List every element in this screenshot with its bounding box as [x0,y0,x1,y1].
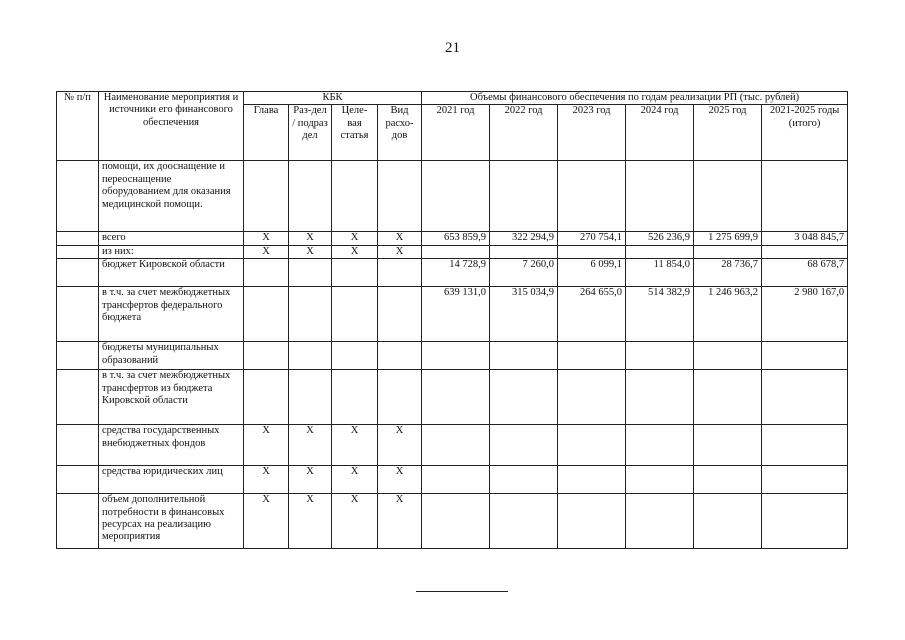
row-value-cell: 14 728,9 [422,259,490,287]
row-value-cell [422,161,490,232]
row-kbk-cell [332,161,378,232]
row-kbk-cell [378,161,422,232]
row-value-cell [626,466,694,494]
row-kbk-cell: X [289,232,332,245]
row-value-cell: 514 382,9 [626,287,694,342]
row-kbk-cell [244,342,289,370]
table-row [57,259,848,287]
row-value-cell [490,245,558,258]
row-value-cell [762,466,848,494]
row-value-cell: 322 294,9 [490,232,558,245]
header-volumes: Объемы финансового обеспечения по годам реализации РП (тыс. рублей) [422,92,848,105]
table-row [57,287,848,342]
row-value-cell [694,245,762,258]
row-kbk-cell: X [289,466,332,494]
page-number: 21 [445,40,460,56]
row-kbk-cell: X [244,494,289,549]
row-value-cell [694,466,762,494]
header-year: 2022 год [490,105,558,161]
row-num-cell [57,259,99,287]
row-value-cell [558,494,626,549]
row-kbk-cell [378,342,422,370]
row-value-cell [694,161,762,232]
row-kbk-cell [244,370,289,425]
row-kbk-cell: X [332,232,378,245]
header-num: № п/п [57,92,99,161]
row-name: объем дополнительной потребности в финансовых ресурсах на реализацию мероприятия [99,494,244,549]
row-value-cell [694,425,762,466]
header-year: 2024 год [626,105,694,161]
row-value-cell [490,425,558,466]
row-value-cell [694,370,762,425]
row-value-cell [694,494,762,549]
row-kbk-cell [289,161,332,232]
row-kbk-cell: X [289,425,332,466]
row-value-cell: 3 048 845,7 [762,232,848,245]
header-year: 2025 год [694,105,762,161]
row-kbk-cell [244,161,289,232]
row-kbk-cell [289,342,332,370]
row-value-cell: 6 099,1 [558,259,626,287]
row-value-cell [558,466,626,494]
row-kbk-cell: X [332,425,378,466]
row-name: в т.ч. за счет межбюджетных трансфертов из бюджета Кировской области [99,370,244,425]
row-name: из них: [99,245,244,258]
row-kbk-cell [378,259,422,287]
row-num-cell [57,245,99,258]
row-value-cell: 2 980 167,0 [762,287,848,342]
row-kbk-cell: X [378,425,422,466]
row-num-cell [57,466,99,494]
header-year: 2021-2025 годы (итого) [762,105,848,161]
header-kbk-col: Глава [244,105,289,161]
row-value-cell [762,425,848,466]
row-value-cell: 11 854,0 [626,259,694,287]
header-kbk-col: Вид расхо-дов [378,105,422,161]
row-kbk-cell [244,287,289,342]
row-value-cell [626,494,694,549]
row-kbk-cell: X [289,245,332,258]
row-value-cell [558,161,626,232]
header-name: Наименование мероприятия и источники его финансового обеспечения [99,92,244,161]
row-kbk-cell: X [378,466,422,494]
table-row [57,370,848,425]
row-value-cell [422,425,490,466]
row-kbk-cell: X [378,245,422,258]
row-name: средства юридических лиц [99,466,244,494]
row-value-cell [762,494,848,549]
row-value-cell [694,342,762,370]
financing-table [56,91,848,549]
row-value-cell [558,342,626,370]
row-value-cell [558,245,626,258]
row-value-cell [558,370,626,425]
row-num-cell [57,287,99,342]
row-value-cell [762,370,848,425]
header-kbk-col: Раз-дел / подраз дел [289,105,332,161]
row-name: бюджет Кировской области [99,259,244,287]
row-value-cell: 1 275 699,9 [694,232,762,245]
row-kbk-cell [332,342,378,370]
row-kbk-cell [332,370,378,425]
row-value-cell: 1 246 963,2 [694,287,762,342]
header-year: 2023 год [558,105,626,161]
row-name: средства государственных внебюджетных фондов [99,425,244,466]
row-value-cell [422,342,490,370]
table-row [57,466,848,494]
row-kbk-cell: X [244,425,289,466]
table-row [57,425,848,466]
footer-rule [416,591,508,592]
row-kbk-cell [378,370,422,425]
row-kbk-cell: X [244,466,289,494]
row-num-cell [57,232,99,245]
row-num-cell [57,342,99,370]
row-value-cell: 68 678,7 [762,259,848,287]
row-kbk-cell [378,287,422,342]
row-name: всего [99,232,244,245]
row-kbk-cell: X [244,245,289,258]
row-value-cell [490,161,558,232]
row-kbk-cell: X [289,494,332,549]
row-name: бюджеты муниципальных образований [99,342,244,370]
row-value-cell: 639 131,0 [422,287,490,342]
row-kbk-cell: X [244,232,289,245]
row-kbk-cell: X [332,245,378,258]
row-value-cell [422,245,490,258]
row-value-cell [490,494,558,549]
row-value-cell: 264 655,0 [558,287,626,342]
row-value-cell [490,342,558,370]
table-row [57,232,848,245]
row-kbk-cell [289,287,332,342]
row-num-cell [57,425,99,466]
row-value-cell [490,370,558,425]
table-row [57,342,848,370]
row-num-cell [57,494,99,549]
row-value-cell: 653 859,9 [422,232,490,245]
row-num-cell [57,161,99,232]
row-value-cell [422,370,490,425]
row-value-cell [558,425,626,466]
row-kbk-cell [289,259,332,287]
header-row-top [57,92,848,105]
row-kbk-cell [332,259,378,287]
row-name: помощи, их дооснащение и переоснащение оборудованием для оказания медицинской помощи. [99,161,244,232]
row-kbk-cell: X [332,466,378,494]
row-kbk-cell [244,259,289,287]
row-value-cell [422,494,490,549]
row-value-cell: 315 034,9 [490,287,558,342]
row-value-cell [762,161,848,232]
table-row [57,494,848,549]
row-value-cell [626,161,694,232]
header-kbk-col: Целе-вая статья [332,105,378,161]
row-name: в т.ч. за счет межбюджетных трансфертов федерального бюджета [99,287,244,342]
row-value-cell: 270 754,1 [558,232,626,245]
row-kbk-cell [289,370,332,425]
row-value-cell: 7 260,0 [490,259,558,287]
row-value-cell [762,342,848,370]
table-row [57,245,848,258]
row-kbk-cell: X [378,232,422,245]
row-value-cell [490,466,558,494]
row-value-cell [422,466,490,494]
row-value-cell: 526 236,9 [626,232,694,245]
row-value-cell [626,370,694,425]
row-value-cell [626,245,694,258]
table-row [57,161,848,232]
header-kbk: КБК [244,92,422,105]
row-value-cell [762,245,848,258]
row-kbk-cell [332,287,378,342]
header-year: 2021 год [422,105,490,161]
row-value-cell: 28 736,7 [694,259,762,287]
row-kbk-cell: X [332,494,378,549]
row-num-cell [57,370,99,425]
row-value-cell [626,342,694,370]
row-value-cell [626,425,694,466]
row-kbk-cell: X [378,494,422,549]
table-body [57,161,848,549]
